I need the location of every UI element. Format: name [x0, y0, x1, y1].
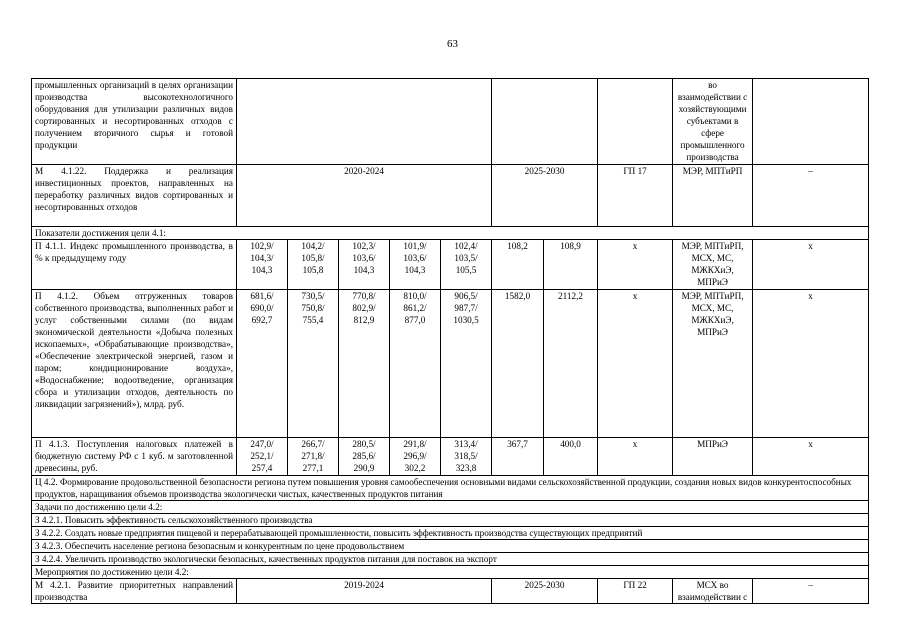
value-cell: 400,0 [544, 438, 598, 476]
value-cell: 247,0/ 252,1/ 257,4 [237, 438, 288, 476]
executor-cell: МСХ во взаимодействии с [673, 579, 753, 604]
value-cell: 367,7 [492, 438, 544, 476]
period-cell: 2025-2030 [492, 579, 598, 604]
table-row [32, 79, 869, 165]
measure-name-cell: М 4.2.1. Развитие приоритетных направлений производства [32, 579, 237, 604]
executor-cell: МЭР, МПТиРП [673, 165, 753, 227]
period-cell: 2025-2030 [492, 165, 598, 227]
task-text: З 4.2.4. Увеличить производство экологически безопасных, качественных продуктов питания для поставок на экспорт [32, 553, 869, 566]
task-row [32, 514, 869, 527]
value-cell: 104,2/ 105,8/ 105,8 [288, 240, 339, 290]
table-row [32, 438, 869, 476]
program-cell: х [598, 438, 673, 476]
value-cell: 102,9/ 104,3/ 104,3 [237, 240, 288, 290]
dash-cell: – [753, 579, 869, 604]
table-row [32, 240, 869, 290]
value-cell: 280,5/ 285,6/ 290,9 [339, 438, 390, 476]
section-header: Задачи по достижению цели 4.2: [32, 501, 869, 514]
program-cell: х [598, 290, 673, 438]
task-text: З 4.2.2. Создать новые предприятия пищевой и перерабатывающей промышленности, повысить эффективность производства существующих предприятий [32, 527, 869, 540]
value-cell: 681,6/ 690,0/ 692,7 [237, 290, 288, 438]
indicator-name-cell: П 4.1.2. Объем отгруженных товаров собственного производства, выполненных работ и услуг собственными силами (по видам экономической деятельности «Добыча полезных ископаемых», «Обрабатывающие производства», «Обеспечение электрической энергией, газом и паром; кондиционирование воздуха», «Водоснабжение; водоотведение, организация сбора и утилизации отходов, деятельность по ликвидации загрязнений»), млрд. руб. [32, 290, 237, 438]
value-cell: 730,5/ 750,8/ 755,4 [288, 290, 339, 438]
value-cell: 102,4/ 103,5/ 105,5 [441, 240, 492, 290]
table-row [32, 579, 869, 604]
value-cell: 108,9 [544, 240, 598, 290]
executor-cell: МЭР, МПТиРП, МСХ, МС, МЖКХиЭ, МПРиЭ [673, 290, 753, 438]
value-cell: 810,0/ 861,2/ 877,0 [390, 290, 441, 438]
value-cell: 1582,0 [492, 290, 544, 438]
indicator-name-cell: П 4.1.1. Индекс промышленного производства, в % к предыдущему году [32, 240, 237, 290]
value-cell: 2112,2 [544, 290, 598, 438]
value-cell: 313,4/ 318,5/ 323,8 [441, 438, 492, 476]
period-cell: 2020-2024 [237, 165, 492, 227]
section-header: Показатели достижения цели 4.1: [32, 227, 869, 240]
value-cell: 291,8/ 296,9/ 302,2 [390, 438, 441, 476]
strategy-table [31, 78, 869, 604]
task-row [32, 540, 869, 553]
task-text: З 4.2.1. Повысить эффективность сельскохозяйственного производства [32, 514, 869, 527]
program-cell: ГП 22 [598, 579, 673, 604]
section-header-row [32, 566, 869, 579]
value-cell: 108,2 [492, 240, 544, 290]
goal-row [32, 476, 869, 501]
executor-cell: во взаимодействии с хозяйствующими субъектами в сфере промышленного производства [673, 79, 753, 165]
goal-text: Ц 4.2. Формирование продовольственной безопасности региона путем повышения уровня самообеспечения основными видами сельскохозяйственной продукции, создания новых видов конкурентоспособных продуктов, наращивания объемов производства экологически чистых, качественных продуктов питания [32, 476, 869, 501]
measure-name-cell: М 4.1.22. Поддержка и реализация инвестиционных проектов, направленных на переработку различных видов сортированных и несортированных отходов [32, 165, 237, 227]
last-cell: х [753, 240, 869, 290]
table-row [32, 290, 869, 438]
section-header-row [32, 501, 869, 514]
table-row [32, 165, 869, 227]
value-cell: 102,3/ 103,6/ 104,3 [339, 240, 390, 290]
value-cell: 266,7/ 271,8/ 277,1 [288, 438, 339, 476]
program-cell: х [598, 240, 673, 290]
last-cell: х [753, 290, 869, 438]
period-cell: 2019-2024 [237, 579, 492, 604]
section-header: Мероприятия по достижению цели 4.2: [32, 566, 869, 579]
section-header-row [32, 227, 869, 240]
page-number: 63 [447, 38, 458, 50]
dash-cell: – [753, 165, 869, 227]
task-text: З 4.2.3. Обеспечить население региона безопасным и конкурентным по цене продовольствием [32, 540, 869, 553]
last-cell: х [753, 438, 869, 476]
executor-cell: МЭР, МПТиРП, МСХ, МС, МЖКХиЭ, МПРиЭ [673, 240, 753, 290]
measure-name-cell: промышленных организаций в целях организации производства высокотехнологичного оборудования для утилизации различных видов сортированных и несортированных отходов с получением вторичного сырья и готовой продукции [32, 79, 237, 165]
value-cell: 770,8/ 802,9/ 812,9 [339, 290, 390, 438]
program-cell: ГП 17 [598, 165, 673, 227]
task-row [32, 553, 869, 566]
task-row [32, 527, 869, 540]
value-cell: 101,9/ 103,6/ 104,3 [390, 240, 441, 290]
value-cell: 906,5/ 987,7/ 1030,5 [441, 290, 492, 438]
indicator-name-cell: П 4.1.3. Поступления налоговых платежей в бюджетную систему РФ с 1 куб. м заготовленной древесины, руб. [32, 438, 237, 476]
executor-cell: МПРиЭ [673, 438, 753, 476]
